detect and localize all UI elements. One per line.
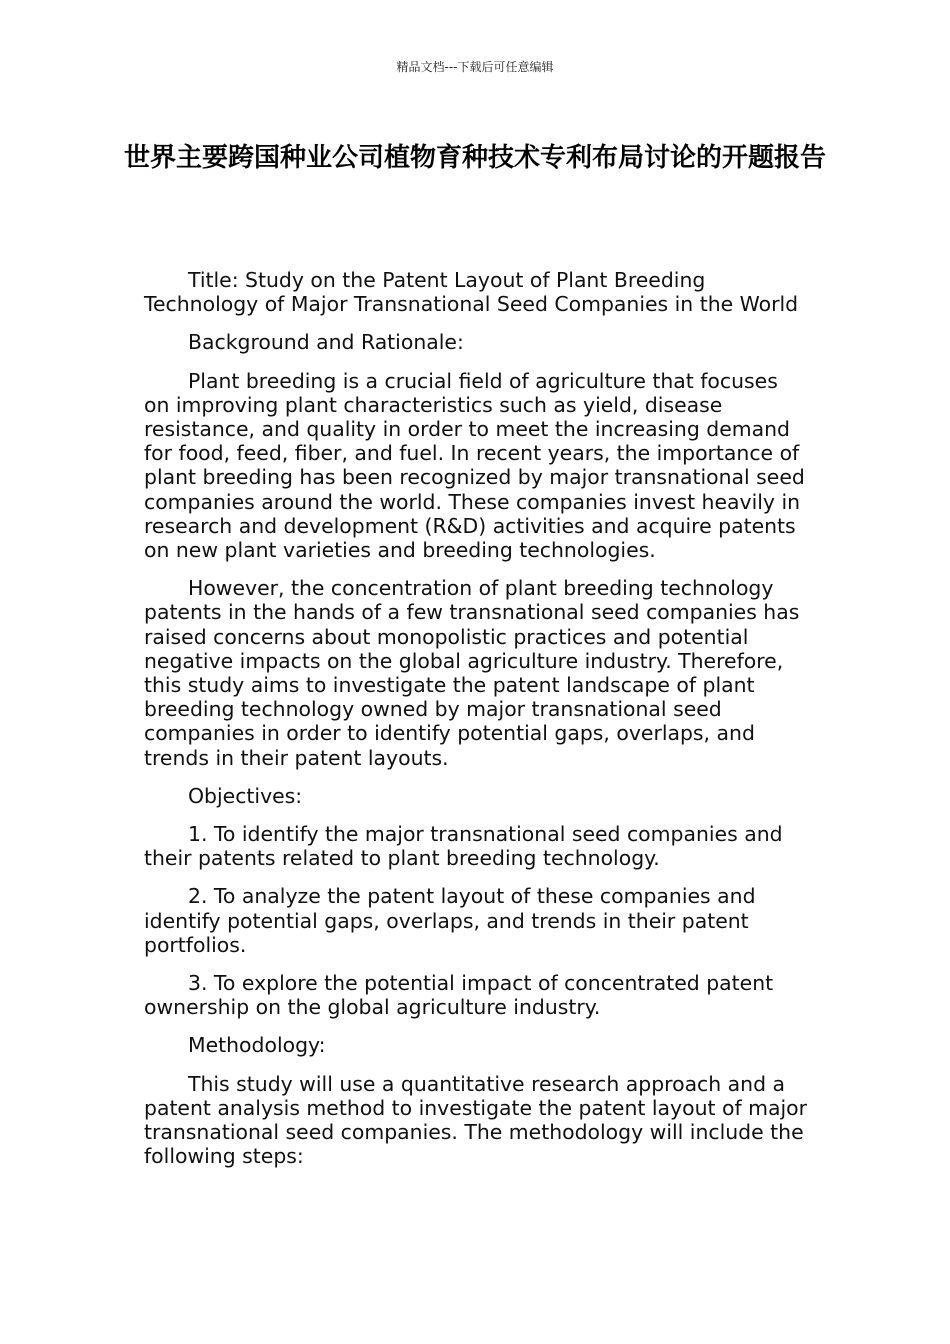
document-body (144, 268, 809, 1183)
heading-background: Background and Rationale: (188, 330, 464, 355)
paragraph-title-line: Title: Study on the Patent Layout of Plant Breeding Technology of Major Transnational Seed Companies in the World (144, 268, 799, 317)
paragraph-background: Plant breeding is a crucial field of agriculture that focuses on improving plant characteristics such as yield, disease resistance, and quality in order to meet the increasing demand for food, feed, fiber, and fuel. In recent years, the importance of plant breeding has been recognized by major transnational seed companies around the world. These companies invest heavily in research and development (R&D) activities and acquire patents on new plant varieties and breeding technologies. (144, 368, 805, 563)
heading-objectives: Objectives: (188, 783, 303, 808)
objective-item-2: 2. To analyze the patent layout of these companies and identify potential gaps, overlaps, and trends in their patent portfolios. (144, 884, 756, 957)
paragraph-concerns: However, the concentration of plant breeding technology patents in the hands of a few transnational seed companies has raised concerns about monopolistic practices and potential negative impacts on the global agriculture industry. Therefore, this study aims to investigate the patent landscape of plant breeding technology owned by major transnational seed companies in order to identify potential gaps, overlaps, and trends in their patent layouts. (144, 576, 800, 770)
objective-item-1: 1. To identify the major transnational seed companies and their patents related to plant breeding technology. (144, 822, 783, 871)
objective-item-3: 3. To explore the potential impact of concentrated patent ownership on the global agriculture industry. (144, 971, 774, 1020)
heading-methodology: Methodology: (188, 1033, 326, 1058)
header-note: 精品文档---下载后可任意编辑 (396, 60, 554, 74)
document-title: 世界主要跨国种业公司植物育种技术专利布局讨论的开题报告 (123, 143, 826, 173)
paragraph-methodology: This study will use a quantitative research approach and a patent analysis method to investigate the patent layout of major transnational seed companies. The methodology will include the following steps: (144, 1071, 807, 1169)
